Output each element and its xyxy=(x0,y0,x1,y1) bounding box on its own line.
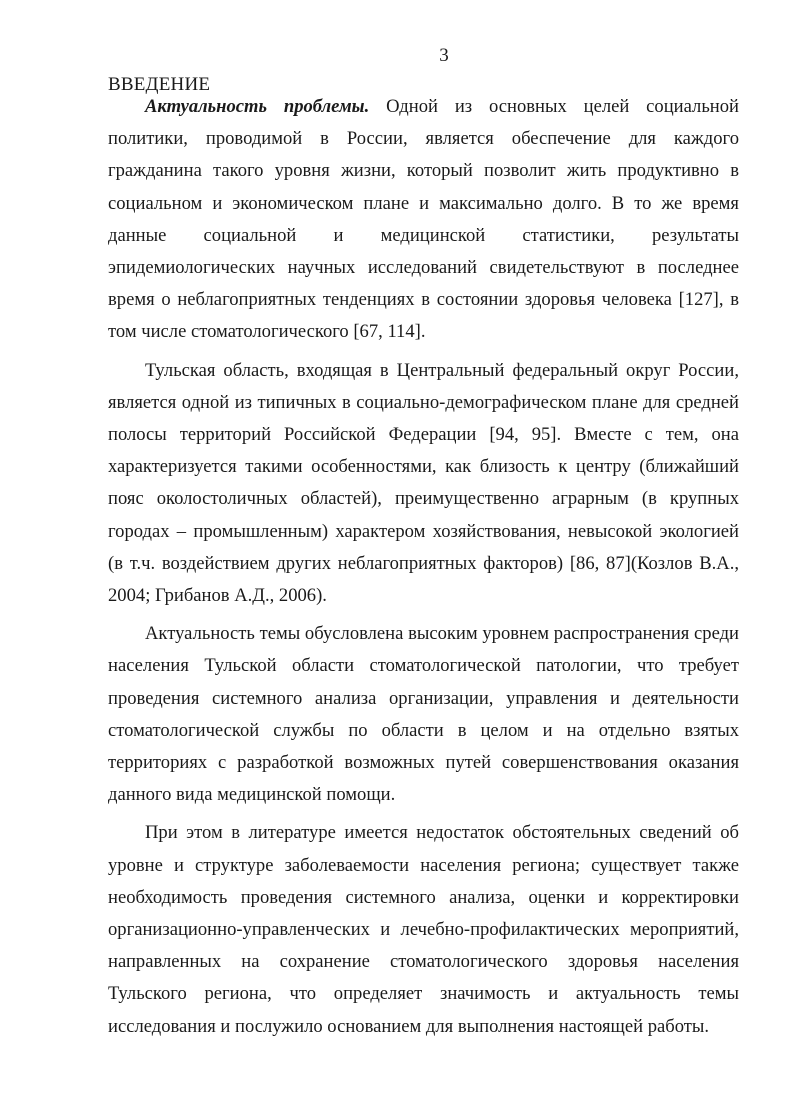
section-heading: ВВЕДЕНИЕ xyxy=(108,74,211,95)
body-text xyxy=(108,91,739,1043)
paragraph-tula-region: Тульская область, входящая в Центральный федеральный округ России, является одной из типичных в социально-демографическом плане для средней полосы территорий Российской Федерации [94, 95]. Вместе с тем, она характеризуется такими особенностями, как близость к центру (ближайший пояс околостоличных областей), преимущественно аграрным (в крупных городах – промышленным) характером хозяйствования, невысокой экологией (в т.ч. воздействием других неблагоприятных факторов) [86, 87](Козлов В.А., 2004; Грибанов А.Д., 2006). xyxy=(108,359,739,607)
page-number: 3 xyxy=(439,45,449,66)
paragraph-literature: При этом в литературе имеется недостаток обстоятельных сведений об уровне и структуре заболеваемости населения региона; существует также необходимость проведения системного анализа, оценки и корректировки организационно-управленческих и лечебно-профилактических мероприятий, направленных на сохранение стоматологического здоровья населения Тульского региона, что определяет значимость и актуальность темы исследования и послужило основанием для выполнения настоящей работы. xyxy=(108,822,739,1037)
paragraph-lead: Актуальность проблемы. xyxy=(145,96,370,117)
paragraph-text: Одной из основных целей социальной политики, проводимой в России, является обеспечение для каждого гражданина такого уровня жизни, который позволит жить продуктивно в социальном и экономическом плане и максимально долго. В то же время данные социальной и медицинской статистики, результаты эпидемиологических научных исследований свидетельствуют в последнее время о неблагоприятных тенденциях в состоянии здоровья человека [127], в том числе стоматологического [67, 114]. xyxy=(108,96,739,343)
paragraph-topic-relevance: Актуальность темы обусловлена высоким уровнем распространения среди населения Тульской области стоматологической патологии, что требует проведения системного анализа организации, управления и деятельности стоматологической службы по области в целом и на отдельно взятых территориях с разработкой возможных путей совершенствования оказания данного вида медицинской помощи. xyxy=(108,623,739,806)
paragraph-relevance xyxy=(108,91,739,349)
